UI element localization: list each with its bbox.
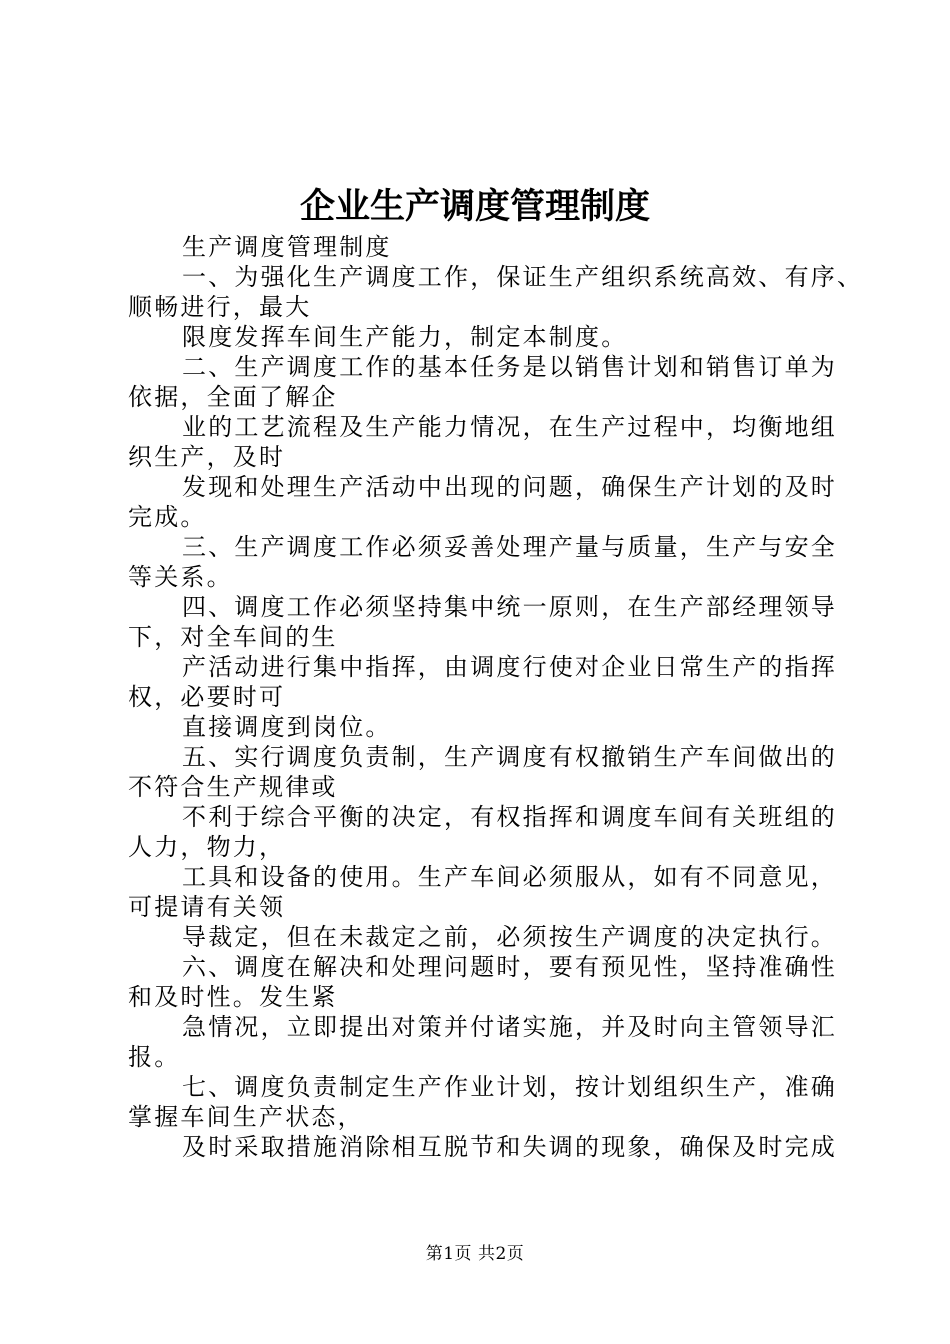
text-line: 和及时性。发生紧 (128, 983, 338, 1011)
text-line: 掌握车间生产状态， (128, 1103, 364, 1131)
text-line: 产活动进行集中指挥，由调度行使对企业日常生产的指挥 (182, 653, 837, 681)
text-line: 一、为强化生产调度工作，保证生产组织系统高效、有序、 (182, 263, 864, 291)
text-line: 直接调度到岗位。 (182, 713, 392, 741)
text-line: 生产调度管理制度 (182, 233, 392, 261)
text-line: 不利于综合平衡的决定，有权指挥和调度车间有关班组的 (182, 803, 837, 831)
text-line: 完成。 (128, 503, 207, 531)
text-line: 工具和设备的使用。生产车间必须服从，如有不同意见， (182, 863, 837, 891)
text-line: 四、调度工作必须坚持集中统一原则，在生产部经理领导 (182, 593, 837, 621)
text-line: 急情况，立即提出对策并付诸实施，并及时向主管领导汇 (182, 1013, 837, 1041)
text-line: 发现和处理生产活动中出现的问题，确保生产计划的及时 (182, 473, 837, 501)
text-line: 七、调度负责制定生产作业计划，按计划组织生产，准确 (182, 1073, 837, 1101)
text-line: 五、实行调度负责制，生产调度有权撤销生产车间做出的 (182, 743, 837, 771)
text-line: 限度发挥车间生产能力，制定本制度。 (182, 323, 628, 351)
text-line: 导裁定，但在未裁定之前，必须按生产调度的决定执行。 (182, 923, 837, 951)
text-line: 等关系。 (128, 563, 233, 591)
text-line: 下，对全车间的生 (128, 623, 338, 651)
text-line: 权，必要时可 (128, 683, 286, 711)
document-body (128, 232, 864, 1162)
document-title: 企业生产调度管理制度 (299, 186, 650, 227)
text-line: 及时采取措施消除相互脱节和失调的现象，确保及时完成 (182, 1133, 837, 1161)
text-line: 人力，物力， (128, 833, 286, 861)
text-line: 顺畅进行，最大 (128, 293, 312, 321)
text-line: 六、调度在解决和处理问题时，要有预见性，坚持准确性 (182, 953, 837, 981)
text-line: 织生产，及时 (128, 443, 286, 471)
page-number: 第1页 共2页 (425, 1244, 525, 1264)
text-line: 业的工艺流程及生产能力情况，在生产过程中，均衡地组 (182, 413, 837, 441)
text-line: 二、生产调度工作的基本任务是以销售计划和销售订单为 (182, 353, 837, 381)
text-line: 报。 (128, 1043, 181, 1071)
text-line: 三、生产调度工作必须妥善处理产量与质量，生产与安全 (182, 533, 837, 561)
text-line: 依据，全面了解企 (128, 383, 338, 411)
text-line: 不符合生产规律或 (128, 773, 338, 801)
text-line: 可提请有关领 (128, 893, 286, 921)
